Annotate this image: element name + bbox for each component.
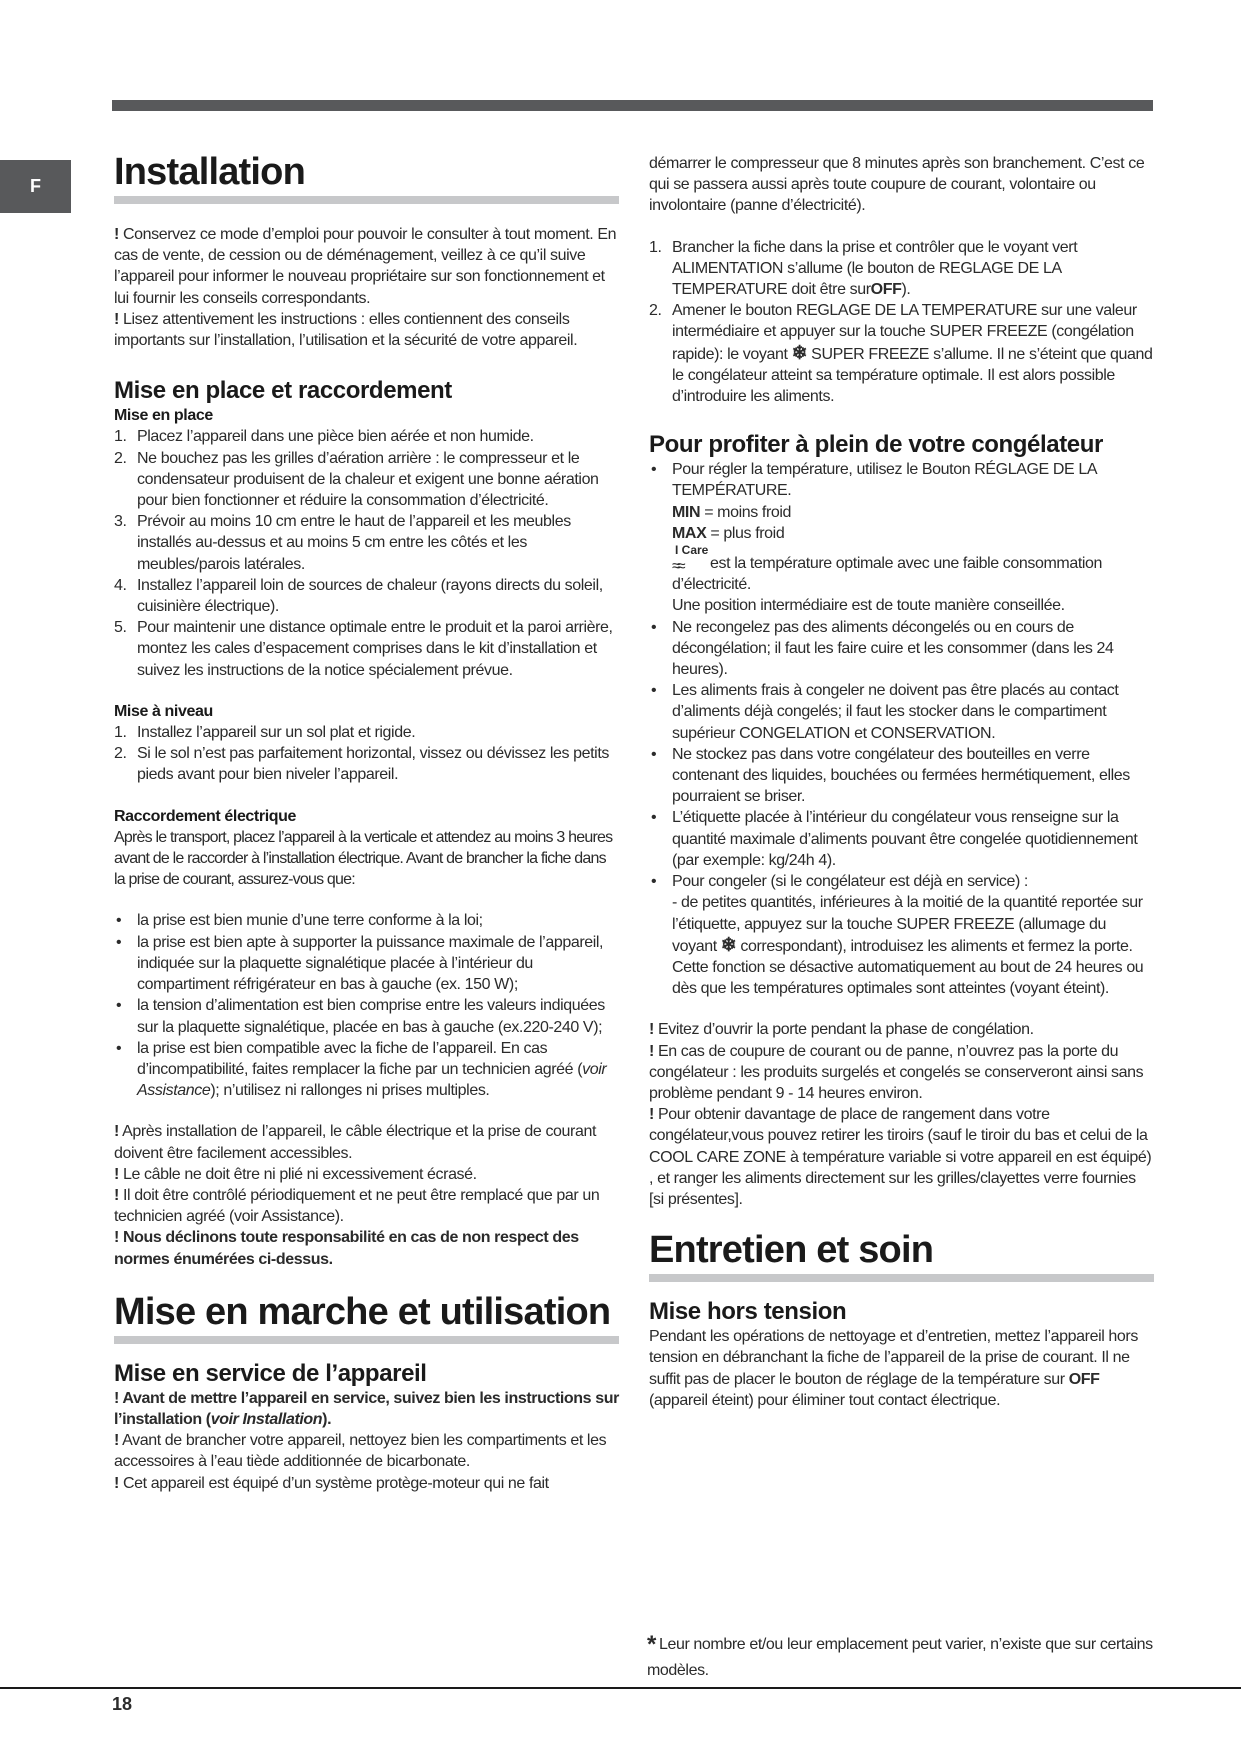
- bottom-rule: [0, 1687, 1241, 1689]
- section-title-operation: Mise en marche et utilisation: [114, 1290, 611, 1333]
- list-item: • Pour congeler (si le congélateur est déjà en service) : - de petites quantités, inférieures à la moitié de la quantité reportée sur l’étiquette, appuyez sur la touche SUPER FREEZE (allumage du voyant ❄ correspondant), introduisez les aliments et fermez la porte. Cette fonction se désactive automatiquement au bout de 24 heures ou dès que les températures optimales sont atteintes (voyant éteint).: [651, 873, 1144, 998]
- list-item: • Les aliments frais à congeler ne doivent pas être placés au contact d’aliments déjà congelés; il faut les stocker dans le compartiment supérieur CONGELATION et CONSERVATION.: [651, 682, 1119, 742]
- icare-icon: I Care ≈≈: [672, 543, 709, 576]
- leveling-list: [114, 722, 619, 786]
- heading-power-off: Mise hors tension: [649, 1298, 847, 1326]
- list-item: 2. Si le sol n’est pas parfaitement horizontal, vissez ou dévissez les petits pieds avant pour bien niveler l’appareil.: [114, 745, 609, 784]
- top-rule: [112, 100, 1153, 111]
- list-item: 1. Brancher la fiche dans la prise et contrôler que le voyant vert ALIMENTATION s’allume (le bouton de REGLAGE DE LA TEMPERATURE doit être surOFF).: [649, 238, 1078, 299]
- list-item: • la prise est bien compatible avec la fiche de l’appareil. En cas d’incompatibilité, faites remplacer la fiche par un technicien agréé (voir Assistance); n’utilisez ni rallonges ni prises multiples.: [116, 1039, 607, 1100]
- list-item: 1. Placez l’appareil dans une pièce bien aérée et non humide.: [114, 428, 534, 446]
- snowflake-icon: ❄: [791, 342, 808, 364]
- warning-cable-check: ! Il doit être contrôlé périodiquement et ne peut être remplacé que par un technicien agréé (voir Assistance).: [114, 1186, 600, 1226]
- electrical-checklist: [114, 910, 619, 1101]
- subheading-mise-a-niveau: Mise à niveau: [114, 702, 213, 720]
- list-item: • la tension d’alimentation est bien comprise entre les valeurs indiquées sur la plaquette signalétique, placée en bas à gauche (ex.220-240 V);: [116, 997, 605, 1036]
- page-number: 18: [112, 1694, 133, 1714]
- subheading-mise-en-place: Mise en place: [114, 407, 213, 425]
- warning-storage-space: ! Pour obtenir davantage de place de rangement dans votre congélateur,vous pouvez retirer les tiroirs (sauf le tiroir du bas et celui de la COOL CARE ZONE à température variable si votre appareil en est équipé) , et ranger les aliments directement sur les grilles/clayettes verre fournies [si présentes].: [649, 1106, 1152, 1208]
- title-underline: [114, 1336, 619, 1344]
- warning-power-cut: ! En cas de coupure de courant ou de panne, n’ouvrez pas la porte du congélateur : les produits surgelés et congelés se conserveront ainsi sans problème pendant 9 - 14 heures environ.: [649, 1042, 1144, 1102]
- warning-cable-bent: ! Le câble ne doit être ni plié ni excessivement écrasé.: [114, 1165, 477, 1183]
- warning-liability: ! Nous déclinons toute responsabilité en cas de non respect des normes énumérées ci-dessus.: [114, 1229, 579, 1268]
- list-item: 1. Installez l’appareil sur un sol plat et rigide.: [114, 724, 416, 742]
- list-item: 2. Amener le bouton REGLAGE DE LA TEMPERATURE sur une valeur intermédiaire et appuyer sur la touche SUPER FREEZE (congélation rapide): le voyant ❄ SUPER FREEZE s’allume. Il ne s’éteint que quand le congélateur atteint sa température optimale. Il est alors possible d’introduire les aliments.: [649, 302, 1153, 406]
- right-column: [649, 153, 1154, 1411]
- note-keep-manual: ! Conservez ce mode d’emploi pour pouvoir le consulter à tout moment. En cas de vente, de cession ou de déménagement, veillez à ce qu’il suive l’appareil pour informer le nouveau propriétaire sur son fonctionnement et lui fournir les conseils correspondants.: [114, 226, 617, 307]
- list-item: • la prise est bien munie d’une terre conforme à la loi;: [116, 912, 483, 930]
- list-item: • L’étiquette placée à l’intérieur du congélateur vous renseigne sur la quantité maximale d’aliments pouvant être congelée quotidiennement (par exemple: kg/24h 4).: [651, 809, 1138, 869]
- list-item: 5. Pour maintenir une distance optimale entre le produit et la paroi arrière, montez les cales d’espacement comprises dans le kit d’installation et suivez les instructions de la notice spécialement prévue.: [114, 619, 613, 679]
- heading-commissioning: Mise en service de l’appareil: [114, 1359, 427, 1387]
- note-follow-installation: ! Avant de mettre l’appareil en service, suivez bien les instructions sur l’installation (voir Installation).: [114, 1389, 619, 1428]
- list-item: 2. Ne bouchez pas les grilles d’aération arrière : le compresseur et le condensateur produisent de la chaleur et exigent une bonne aération pour bien fonctionner et réduire la consommation d’électricité.: [114, 449, 599, 510]
- heading-freezer-tips: Pour profiter à plein de votre congélateur: [649, 431, 1103, 459]
- subheading-electrical: Raccordement électrique: [114, 807, 296, 825]
- motor-protection-continued: démarrer le compresseur que 8 minutes après son branchement. C’est ce qui se passera aussi après toute coupure de courant, volontaire ou involontaire (panne d’électricité).: [649, 155, 1145, 215]
- electrical-intro: Après le transport, placez l’appareil à la verticale et attendez au moins 3 heures avant de le raccorder à l’installation électrique. Avant de brancher la fiche dans la prise de courant, assurez-vous que:: [114, 828, 613, 889]
- list-item: • la prise est bien apte à supporter la puissance maximale de l’appareil, indiquée sur la plaquette signalétique placée à l’intérieur du compartiment réfrigérateur en bas à gauche (ex. 150 W);: [116, 933, 604, 994]
- list-item: 4. Installez l’appareil loin de sources de chaleur (rayons directs du soleil, cuisinière électrique).: [114, 576, 603, 616]
- warning-cable-access: ! Après installation de l’appareil, le câble électrique et la prise de courant doivent être facilement accessibles.: [114, 1123, 597, 1162]
- language-tab: F: [0, 160, 71, 213]
- list-item: • Ne stockez pas dans votre congélateur des bouteilles en verre contenant des liquides, bouchées ou fermées hermétiquement, elles pourraient se briser.: [651, 745, 1130, 806]
- section-title-installation: Installation: [114, 151, 305, 193]
- left-column: [114, 150, 619, 1494]
- footnote: * Leur nombre et/ou leur emplacement peut varier, n’existe que sur certains modèles.: [647, 1631, 1153, 1679]
- freezer-tips-list: [649, 459, 1154, 999]
- heading-placement: Mise en place et raccordement: [114, 377, 452, 405]
- title-underline: [649, 1274, 1154, 1282]
- list-item: 3. Prévoir au moins 10 cm entre le haut de l’appareil et les meubles installés au-dessus et au moins 5 cm entre les côtés et les meubles/parois latérales.: [114, 513, 571, 573]
- list-item: • Ne recongelez pas des aliments décongelés ou en cours de décongélation; il faut les faire cuire et les consommer (dans les 24 heures).: [651, 618, 1114, 679]
- placement-list: [114, 426, 619, 680]
- snowflake-icon: ❄: [720, 934, 737, 956]
- power-off-text: Pendant les opérations de nettoyage et d’entretien, mettez l’appareil hors tension en débranchant la fiche de l’appareil de la prise de courant. Il ne suffit pas de placer le bouton de réglage de la température sur OFF (appareil éteint) pour éliminer tout contact électrique.: [649, 1328, 1138, 1409]
- note-read-instructions: ! Lisez attentivement les instructions : elles contiennent des conseils importants sur l’installation, l’utilisation et la sécurité de votre appareil.: [114, 310, 578, 350]
- note-motor-protection: ! Cet appareil est équipé d’un système protège-moteur qui ne fait: [114, 1474, 549, 1492]
- list-item: • Pour régler la température, utilisez le Bouton RÉGLAGE DE LA TEMPÉRATURE. MIN = moins froid MAX = plus froid I Care ≈≈ est la température optimale avec une faible consommation d’électricité. Une position intermédiaire est de toute manière conseillée.: [651, 461, 1103, 615]
- warning-door-open: ! Evitez d’ouvrir la porte pendant la phase de congélation.: [649, 1021, 1034, 1039]
- startup-steps: [649, 237, 1154, 408]
- note-cleaning: ! Avant de brancher votre appareil, nettoyez bien les compartiments et les accessoires à l’eau tiède additionnée de bicarbonate.: [114, 1432, 607, 1471]
- section-title-maintenance: Entretien et soin: [649, 1229, 934, 1272]
- title-underline: [114, 196, 619, 204]
